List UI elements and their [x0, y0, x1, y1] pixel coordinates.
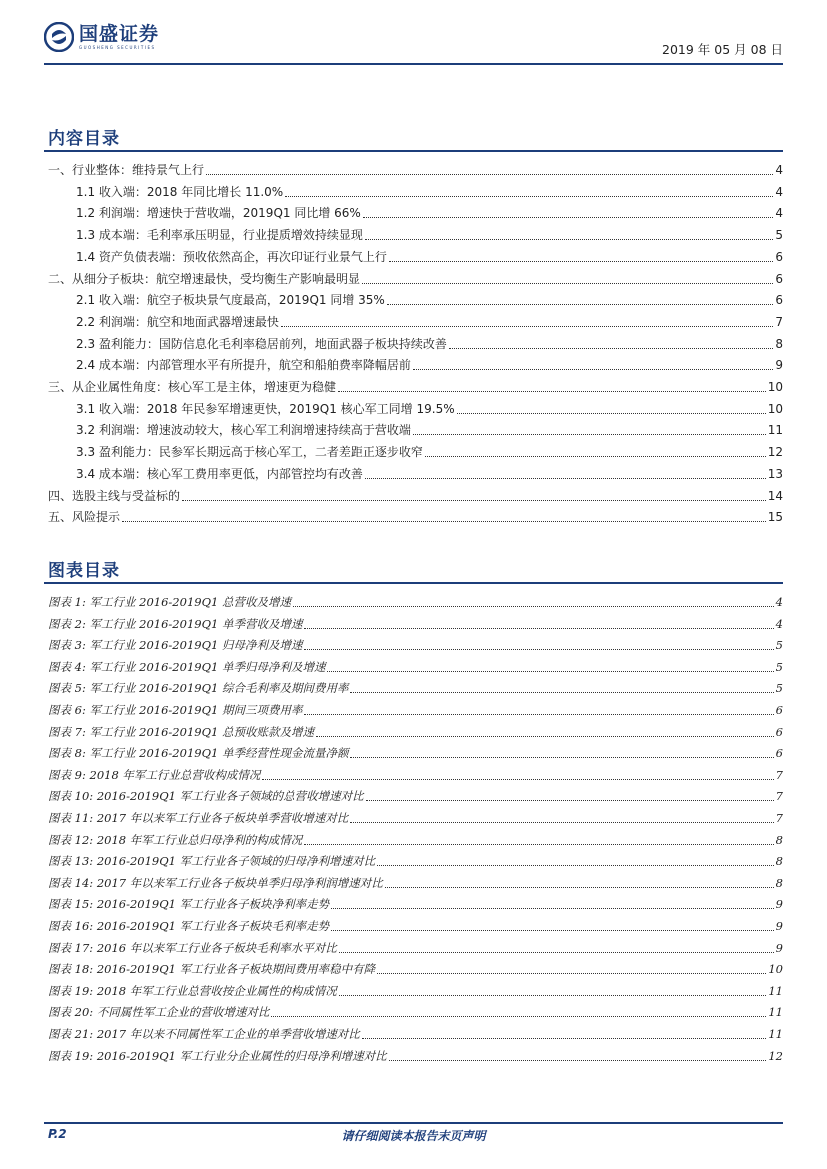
dot-leader — [362, 1038, 767, 1039]
dot-leader — [377, 973, 766, 974]
toc-entry-label: 图表 2: 军工行业 2016-2019Q1 单季营收及增速 — [48, 616, 303, 631]
toc-entry[interactable] — [48, 332, 783, 352]
toc-entry[interactable] — [48, 288, 783, 308]
toc-entry-page: 9 — [775, 897, 783, 912]
toc-entry-page: 11 — [767, 423, 783, 438]
toc-entry[interactable] — [48, 871, 783, 891]
toc-entry-page: 4 — [775, 616, 783, 631]
toc-entry-label: 1.1 收入端：2018 年同比增长 11.0% — [76, 184, 284, 199]
toc-entry-page: 6 — [775, 293, 783, 308]
toc-entry-label: 2.3 盈利能力：国防信息化毛利率稳居前列，地面武器子板块持续改善 — [76, 336, 447, 351]
toc-entry-label: 3.4 成本端：核心军工费用率更低，内部管控均有改善 — [76, 466, 363, 481]
toc-entry[interactable] — [48, 633, 783, 653]
toc-entry-label: 图表 12: 2018 年军工行业总归母净利的构成情况 — [48, 832, 303, 847]
company-logo — [44, 22, 159, 52]
dot-leader — [304, 844, 773, 845]
toc-entry-label: 3.3 盈利能力：民参军长期远高于核心军工，二者差距正逐步收窄 — [76, 445, 423, 460]
toc-entry-label: 图表 1: 军工行业 2016-2019Q1 总营收及增速 — [48, 595, 291, 609]
toc-entry-label: 1.3 成本端：毛利率承压明显，行业提质增效持续显现 — [76, 228, 363, 243]
dot-leader — [350, 692, 773, 693]
dot-leader — [366, 800, 774, 801]
toc-entry-page: 5 — [775, 681, 783, 696]
toc-entry[interactable] — [48, 462, 783, 482]
toc-title-divider — [44, 150, 783, 152]
toc-entry[interactable] — [48, 397, 783, 417]
toc-entry-label: 图表 19: 2018 年军工行业总营收按企业属性的构成情况 — [48, 983, 337, 998]
toc-entry-label: 图表 21: 2017 年以来不同属性军工企业的单季营收增速对比 — [48, 1027, 360, 1041]
dot-leader — [365, 478, 766, 479]
dot-leader — [331, 930, 774, 931]
brand-subtitle: GUOSHENG SECURITIES — [79, 45, 156, 50]
disclaimer-note: 请仔细阅读本报告末页声明 — [341, 1129, 486, 1143]
dot-leader — [331, 908, 774, 909]
toc-entry-label: 图表 18: 2016-2019Q1 军工行业各子板块期间费用率稳中有降 — [48, 962, 376, 977]
dot-leader — [362, 283, 773, 284]
toc-entry[interactable] — [48, 484, 783, 504]
toc-entry-label: 图表 10: 2016-2019Q1 军工行业各子领域的总营收增速对比 — [48, 789, 364, 804]
toc-entry-label: 3.2 利润端：增速波动较大，核心军工利润增速持续高于营收端 — [76, 423, 411, 438]
toc-entry[interactable] — [48, 505, 783, 525]
toc-entry-page: 14 — [767, 488, 783, 503]
dot-leader — [377, 865, 774, 866]
toc-entry-page: 4 — [775, 163, 783, 177]
toc-entry-page: 11 — [768, 1005, 783, 1020]
toc-entry-page: 9 — [775, 358, 783, 373]
toc-entry[interactable] — [48, 180, 783, 200]
dot-leader — [457, 413, 766, 414]
toc-entry[interactable] — [48, 612, 783, 632]
toc-entry-page: 6 — [775, 249, 783, 264]
toc-entry-label: 图表 14: 2017 年以来军工行业各子板块单季归母净利润增速对比 — [48, 875, 383, 890]
dot-leader — [304, 628, 773, 629]
toc-entry[interactable] — [48, 245, 783, 265]
toc-entry-page: 10 — [768, 962, 783, 977]
toc-entry-page: 15 — [767, 510, 783, 525]
toc-entry-page: 7 — [775, 314, 783, 329]
toc-entry-page: 12 — [768, 1048, 783, 1063]
toc-entry[interactable] — [48, 720, 783, 740]
toc-entry[interactable] — [48, 590, 783, 610]
toc-entry-label: 2.1 收入端：航空子板块景气度最高，2019Q1 同增 35% — [76, 293, 385, 308]
dot-leader — [387, 304, 774, 305]
dot-leader — [449, 348, 773, 349]
toc-entry-page: 4 — [775, 206, 783, 221]
toc-entry-page: 5 — [775, 228, 783, 243]
toc-entry[interactable] — [48, 914, 783, 934]
toc-entry[interactable] — [48, 979, 783, 999]
toc-entry[interactable] — [48, 353, 783, 373]
toc-entry-page: 5 — [775, 638, 783, 653]
toc-entry-label: 图表 13: 2016-2019Q1 军工行业各子领域的归母净利增速对比 — [48, 854, 376, 869]
dot-leader — [389, 261, 773, 262]
toc-entry-label: 图表 7: 军工行业 2016-2019Q1 总预收账款及增速 — [48, 724, 314, 739]
toc-entry-page: 7 — [775, 811, 783, 825]
dot-leader — [293, 606, 774, 607]
toc-entry-page: 10 — [767, 401, 783, 416]
dot-leader — [339, 952, 774, 953]
dot-leader — [363, 217, 774, 218]
dot-leader — [206, 174, 773, 175]
toc-entry[interactable] — [48, 892, 783, 912]
toc-entry-label: 图表 20: 不同属性军工企业的营收增速对比 — [48, 1005, 270, 1020]
toc-entry[interactable] — [48, 158, 783, 178]
toc-entry[interactable] — [48, 936, 783, 956]
figures-title-divider — [44, 582, 783, 584]
dot-leader — [327, 671, 773, 672]
toc-entry-page: 8 — [775, 854, 783, 869]
toc-entry-label: 1.4 资产负债表端：预收依然高企，再次印证行业景气上行 — [76, 249, 387, 264]
toc-entry-label: 图表 3: 军工行业 2016-2019Q1 归母净利及增速 — [48, 638, 303, 653]
dot-leader — [350, 822, 773, 823]
header-divider — [44, 63, 783, 65]
toc-entry-page: 7 — [775, 767, 783, 782]
toc-entry-label: 二、从细分子板块：航空增速最快，受均衡生产影响最明显 — [48, 271, 361, 286]
toc-entry[interactable] — [48, 1022, 783, 1042]
dot-leader — [413, 369, 773, 370]
toc-entry-label: 图表 6: 军工行业 2016-2019Q1 期间三项费用率 — [48, 703, 303, 717]
toc-entry[interactable] — [48, 763, 783, 783]
dot-leader — [413, 434, 766, 435]
dot-leader — [385, 887, 774, 888]
dot-leader — [316, 736, 774, 737]
toc-entry[interactable] — [48, 1000, 783, 1020]
toc-entry[interactable] — [48, 1044, 783, 1064]
toc-entry-page: 11 — [768, 983, 783, 998]
dot-leader — [365, 239, 773, 240]
toc-entry[interactable] — [48, 201, 783, 221]
toc-entry-page: 7 — [775, 789, 783, 804]
dot-leader — [339, 995, 767, 996]
toc-entry-page: 8 — [775, 336, 783, 351]
toc-entry[interactable] — [48, 957, 783, 977]
toc-entry-label: 图表 19: 2016-2019Q1 军工行业分企业属性的归母净利增速对比 — [48, 1048, 387, 1063]
page-header — [44, 22, 783, 64]
toc-entry-label: 一、行业整体：维持景气上行 — [48, 163, 205, 177]
toc-entry[interactable] — [48, 676, 783, 696]
toc-entry-page: 6 — [775, 746, 783, 761]
toc-entry-label: 图表 4: 军工行业 2016-2019Q1 单季归母净利及增速 — [48, 659, 326, 674]
toc-entry-page: 11 — [768, 1027, 783, 1041]
brand-name: 国盛证券 — [79, 23, 160, 45]
toc-entry-page: 8 — [775, 832, 783, 847]
toc-entry-label: 3.1 收入端：2018 年民参军增速更快，2019Q1 核心军工同增 19.5% — [76, 401, 455, 416]
toc-entry[interactable] — [48, 806, 783, 826]
dot-leader — [281, 326, 773, 327]
footer-divider — [44, 1122, 783, 1124]
toc-entry-page: 6 — [775, 724, 783, 739]
toc-entry[interactable] — [48, 310, 783, 330]
toc-entry[interactable] — [48, 267, 783, 287]
toc-entry[interactable] — [48, 698, 783, 718]
company-logo-icon — [44, 22, 74, 52]
dot-leader — [338, 391, 766, 392]
dot-leader — [350, 757, 773, 758]
toc-entry-label: 图表 16: 2016-2019Q1 军工行业各子板块毛利率走势 — [48, 919, 330, 933]
toc-entry-page: 6 — [775, 703, 783, 717]
dot-leader — [271, 1016, 766, 1017]
dot-leader — [122, 521, 766, 522]
toc-entry-page: 12 — [767, 445, 783, 460]
toc-entry[interactable] — [48, 223, 783, 243]
toc-entry-page: 8 — [775, 875, 783, 890]
toc-entry-label: 图表 5: 军工行业 2016-2019Q1 综合毛利率及期间费用率 — [48, 681, 349, 696]
dot-leader — [425, 456, 766, 457]
toc-entry[interactable] — [48, 741, 783, 761]
toc-entry-label: 图表 15: 2016-2019Q1 军工行业各子板块净利率走势 — [48, 897, 330, 912]
toc-entry-label: 1.2 利润端：增速快于营收端，2019Q1 同比增 66% — [76, 206, 361, 221]
toc-title: 内容目录 — [48, 129, 120, 149]
toc-entry-label: 四、选股主线与受益标的 — [48, 488, 181, 503]
report-date: 2019 年 05 月 08 日 — [662, 42, 783, 57]
toc-entry-label: 图表 11: 2017 年以来军工行业各子板块单季营收增速对比 — [48, 811, 349, 825]
toc-entry-page: 10 — [767, 380, 783, 394]
dot-leader — [389, 1060, 767, 1061]
dot-leader — [285, 196, 773, 197]
toc-entry-page: 5 — [775, 659, 783, 674]
toc-entry-page: 9 — [775, 940, 783, 955]
toc-entry-page: 4 — [775, 595, 783, 609]
toc-entry-page: 13 — [767, 466, 783, 481]
toc-entry-label: 2.2 利润端：航空和地面武器增速最快 — [76, 314, 279, 329]
toc-entry-label: 五、风险提示 — [48, 510, 121, 525]
toc-entry[interactable] — [48, 375, 783, 395]
toc-entry[interactable] — [48, 784, 783, 804]
dot-leader — [304, 649, 773, 650]
toc-entry[interactable] — [48, 655, 783, 675]
dot-leader — [304, 714, 773, 715]
toc-entry-page: 6 — [775, 271, 783, 286]
dot-leader — [182, 500, 766, 501]
toc-entry-label: 图表 8: 军工行业 2016-2019Q1 单季经营性现金流量净额 — [48, 746, 349, 761]
figures-title: 图表目录 — [48, 561, 120, 581]
toc-entry-label: 图表 9: 2018 年军工行业总营收构成情况 — [48, 767, 261, 782]
toc-entry[interactable] — [48, 828, 783, 848]
page-number: P.2 — [48, 1127, 67, 1141]
toc-entry-page: 4 — [775, 184, 783, 199]
toc-entry[interactable] — [48, 440, 783, 460]
toc-entry[interactable] — [48, 849, 783, 869]
toc-entry-label: 图表 17: 2016 年以来军工行业各子板块毛利率水平对比 — [48, 940, 337, 955]
toc-entry[interactable] — [48, 418, 783, 438]
toc-entry-page: 9 — [775, 919, 783, 933]
toc-entry-label: 2.4 成本端：内部管理水平有所提升，航空和船舶费率降幅居前 — [76, 358, 411, 373]
toc-entry-label: 三、从企业属性角度：核心军工是主体，增速更为稳健 — [48, 380, 337, 394]
dot-leader — [262, 779, 773, 780]
